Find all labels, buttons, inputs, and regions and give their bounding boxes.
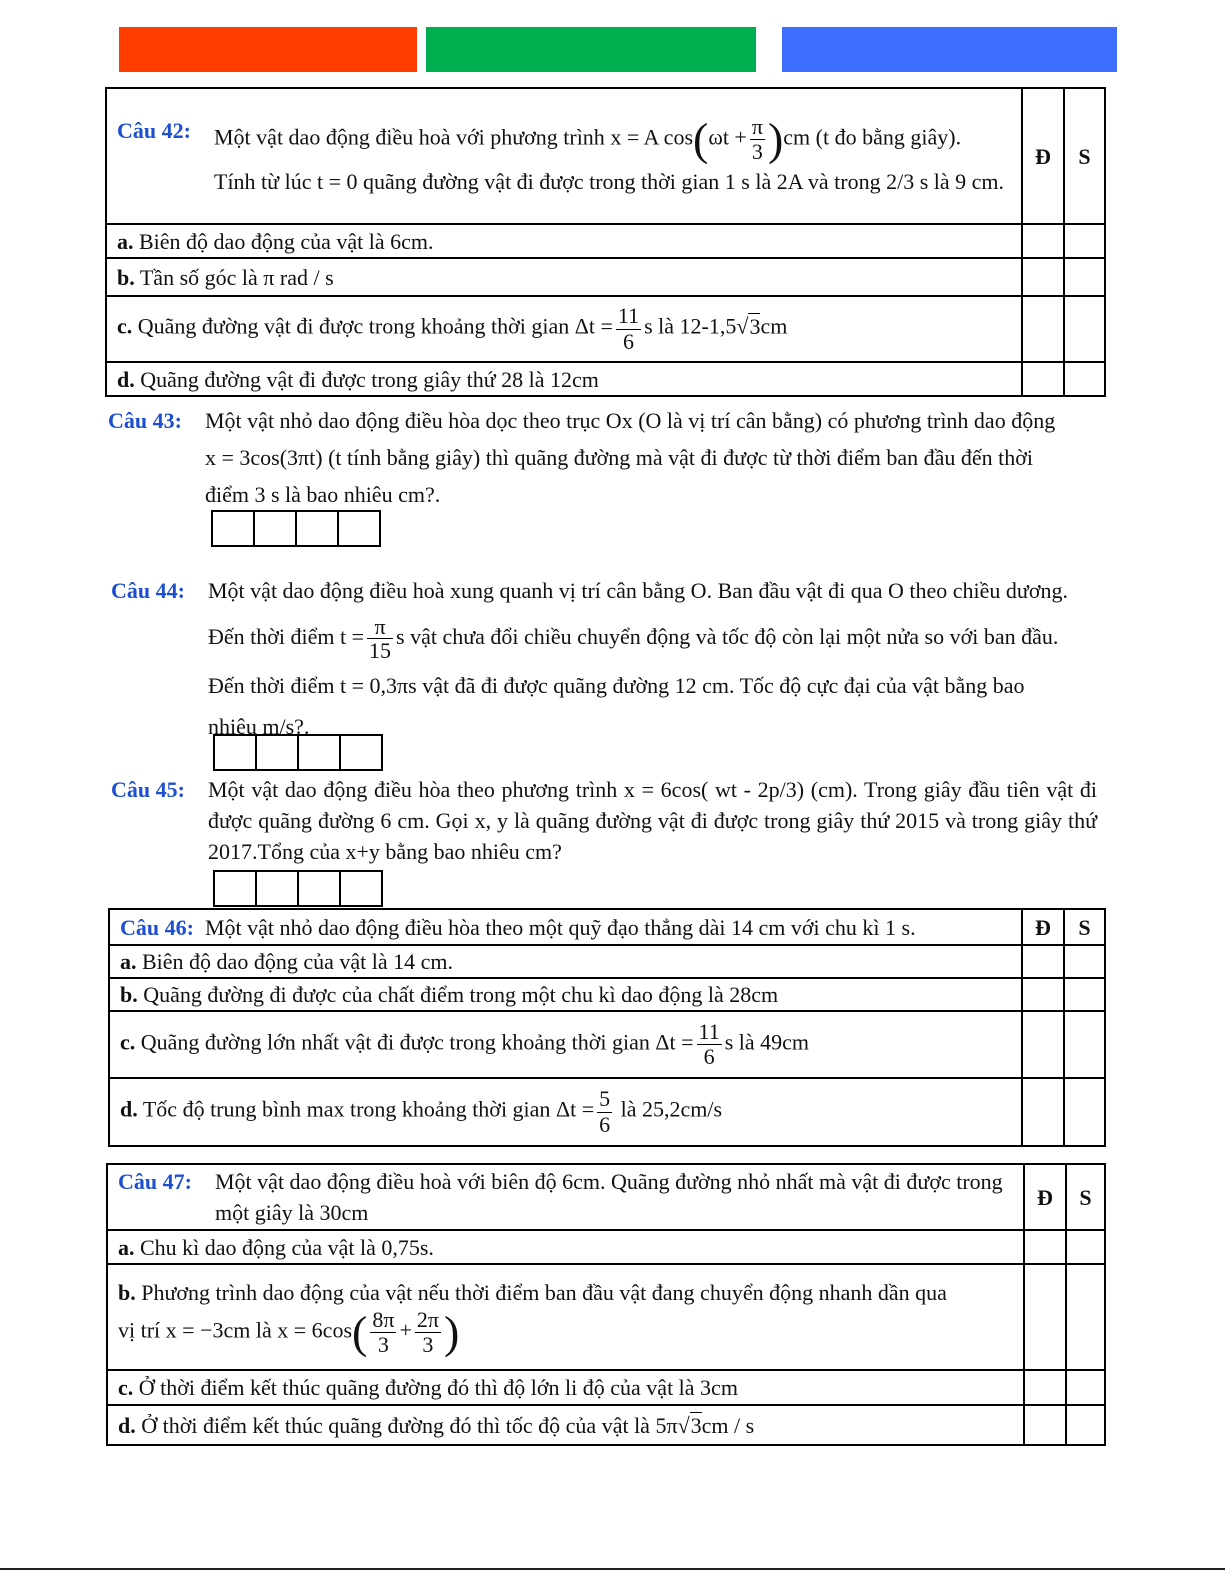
answer-cell-false[interactable] xyxy=(1064,224,1105,258)
question-45-text: Một vật dao động điều hòa theo phương trình x = 6cos( wt - 2p/3) (cm). Trong giây đầu tiên vật đi được quãng đường 6 cm. Gọi x, y là quãng đường vật đi được trong giây thứ 2015 và trong giây thứ 2017.Tổng của x+y bằng bao nhiêu cm? xyxy=(208,777,1097,864)
question-46-stem: Câu 46: Một vật nhỏ dao động điều hòa theo một quỹ đạo thẳng dài 14 cm với chu kì 1 s. xyxy=(109,909,1022,945)
question-47-option-d: d. Ở thời điểm kết thúc quãng đường đó thì tốc độ của vật là 5π√3cm / s xyxy=(107,1405,1024,1445)
false-header: S xyxy=(1064,909,1105,945)
question-46-option-a: a. Biên độ dao động của vật là 14 cm. xyxy=(109,945,1022,978)
answer-cell-true[interactable] xyxy=(1022,1011,1064,1078)
answer-cell-false[interactable] xyxy=(1064,945,1105,978)
question-46-table xyxy=(108,908,1106,1147)
question-46-label: Câu 46: xyxy=(120,914,194,940)
question-44-text-2: s vật chưa đổi chiều chuyển động và tốc độ còn lại một nửa so với ban đầu. xyxy=(396,624,1059,649)
question-42-option-a: a. Biên độ dao động của vật là 6cm. xyxy=(106,224,1022,258)
question-44-answer-boxes[interactable] xyxy=(213,734,383,771)
question-42-option-d: d. Quãng đường vật đi được trong giây thứ 28 là 12cm xyxy=(106,362,1022,396)
question-46-option-b: b. Quãng đường đi được của chất điểm trong một chu kì dao động là 28cm xyxy=(109,978,1022,1011)
question-43-label: Câu 43: xyxy=(108,408,182,433)
question-42-stem-text-2: Tính từ lúc t = 0 quãng đường vật đi được trong thời gian 1 s là 2A và trong 2/3 s là 9 cm. xyxy=(214,169,1005,195)
question-42-equation: x = A cos xyxy=(610,124,694,150)
page-bottom-rule xyxy=(0,1568,1225,1570)
answer-cell-false[interactable] xyxy=(1066,1370,1105,1405)
answer-cell-true[interactable] xyxy=(1024,1370,1066,1405)
question-47-stem: Câu 47: Một vật dao động điều hoà với biên độ 6cm. Quãng đường nhỏ nhất mà vật đi được trong một giây là 30cm xyxy=(107,1164,1024,1230)
question-42-option-c: c. Quãng đường vật đi được trong khoảng thời gian Δt = $\frac{11}{6}$ s là 12-1,5√3cm xyxy=(106,296,1022,362)
question-43 xyxy=(108,402,1104,513)
question-45 xyxy=(111,774,1097,867)
question-42-label: Câu 42: xyxy=(117,117,191,143)
question-43-text-3: điểm 3 s là bao nhiêu cm?. xyxy=(205,482,441,507)
question-44-label: Câu 44: xyxy=(111,578,185,603)
answer-cell-false[interactable] xyxy=(1066,1230,1105,1264)
answer-cell-true[interactable] xyxy=(1024,1405,1066,1445)
answer-cell-true[interactable] xyxy=(1022,978,1064,1011)
question-44-text-3: vật đã đi được quãng đường 12 cm. Tốc độ cực đại của vật bằng bao xyxy=(422,672,1025,698)
question-45-answer-boxes[interactable] xyxy=(213,870,383,907)
question-44: Câu 44: Một vật dao động điều hoà xung quanh vị trí cân bằng O. Ban đầu vật đi qua O theo chiều dương. Đến thời điểm t = $\frac{\pi}{15}$ s vật chưa đổi chiều chuyển động và tốc độ còn lại một nửa so với ban đầu. Đến thời điểm t = 0,3πs vật đã đi được quãng đường 12 cm. Tốc độ cực đại của vật bằng bao nhiêu m/s?. xyxy=(111,568,1097,745)
question-47-option-a: a. Chu kì dao động của vật là 0,75s. xyxy=(107,1230,1024,1264)
question-43-text-1: Một vật nhỏ dao động điều hòa dọc theo trục Ox (O là vị trí cân bằng) có phương trình dao động xyxy=(205,408,1056,433)
question-45-label: Câu 45: xyxy=(111,777,185,802)
answer-cell-true[interactable] xyxy=(1022,258,1064,296)
question-47-option-b: b. Phương trình dao động của vật nếu thời điểm ban đầu vật đang chuyển động nhanh dần qua vị trí x = −3cm là x = 6cos( $\frac{8\pi}{3}$ + $\frac{2\pi}{3}$ ) xyxy=(107,1264,1024,1370)
true-header: Đ xyxy=(1024,1164,1066,1230)
header-bar-green xyxy=(426,27,756,72)
answer-cell-false[interactable] xyxy=(1066,1264,1105,1370)
true-header: Đ xyxy=(1022,909,1064,945)
question-46-option-c: c. Quãng đường lớn nhất vật đi được trong khoảng thời gian Δt = $\frac{11}{6}$ s là 49cm xyxy=(109,1011,1022,1078)
answer-cell-true[interactable] xyxy=(1022,945,1064,978)
answer-cell-true[interactable] xyxy=(1022,224,1064,258)
question-47-table xyxy=(106,1163,1106,1446)
answer-cell-false[interactable] xyxy=(1064,296,1105,362)
question-42-stem: Câu 42: Một vật dao động điều hoà với phương trình x = A cos(ωt + $\frac{\pi}{3}$ )cm (t đo bằng giây). Tính từ lúc t = 0 quãng đường vật đi được trong thời gian 1 s là 2A và trong 2/3 s là 9 cm. xyxy=(106,88,1022,224)
false-header: S xyxy=(1066,1164,1105,1230)
question-42-option-b: b. Tần số góc là π rad / s xyxy=(106,258,1022,296)
question-42-phase-fraction: $\frac{\pi}{3}$ xyxy=(751,113,763,164)
header-bar-blue xyxy=(782,27,1117,72)
answer-cell-false[interactable] xyxy=(1064,1011,1105,1078)
true-header: Đ xyxy=(1022,88,1064,224)
answer-cell-true[interactable] xyxy=(1022,1078,1064,1146)
answer-cell-false[interactable] xyxy=(1064,362,1105,396)
question-42-stem-unit: cm (t đo bằng giây). xyxy=(783,124,962,150)
question-47-label: Câu 47: xyxy=(118,1169,192,1194)
answer-cell-false[interactable] xyxy=(1064,1078,1105,1146)
answer-cell-false[interactable] xyxy=(1064,258,1105,296)
question-43-equation: x = 3cos(3πt) xyxy=(205,445,323,470)
answer-cell-false[interactable] xyxy=(1066,1405,1105,1445)
question-46-option-d: d. Tốc độ trung bình max trong khoảng thời gian Δt = $\frac{5}{6}$ là 25,2cm/s xyxy=(109,1078,1022,1146)
question-43-text-2: (t tính bằng giây) thì quãng đường mà vật đi được từ thời điểm ban đầu đến thời xyxy=(328,445,1034,470)
question-42-stem-text: Một vật dao động điều hoà với phương trình xyxy=(214,124,605,150)
question-42-equation-inner: ωt + xyxy=(708,124,747,150)
header-bar-red xyxy=(119,27,417,72)
answer-cell-false[interactable] xyxy=(1064,978,1105,1011)
question-43-answer-boxes[interactable] xyxy=(211,510,381,547)
answer-cell-true[interactable] xyxy=(1024,1230,1066,1264)
question-47-option-c: c. Ở thời điểm kết thúc quãng đường đó thì độ lớn li độ của vật là 3cm xyxy=(107,1370,1024,1405)
answer-cell-true[interactable] xyxy=(1024,1264,1066,1370)
question-44-text-1: Một vật dao động điều hoà xung quanh vị trí cân bằng O. Ban đầu vật đi qua O theo chiều dương. xyxy=(208,578,1068,603)
false-header: S xyxy=(1064,88,1105,224)
question-44-text-4: nhiêu m/s?. xyxy=(208,713,310,739)
answer-cell-true[interactable] xyxy=(1022,362,1064,396)
question-42-table xyxy=(105,87,1106,397)
answer-cell-true[interactable] xyxy=(1022,296,1064,362)
